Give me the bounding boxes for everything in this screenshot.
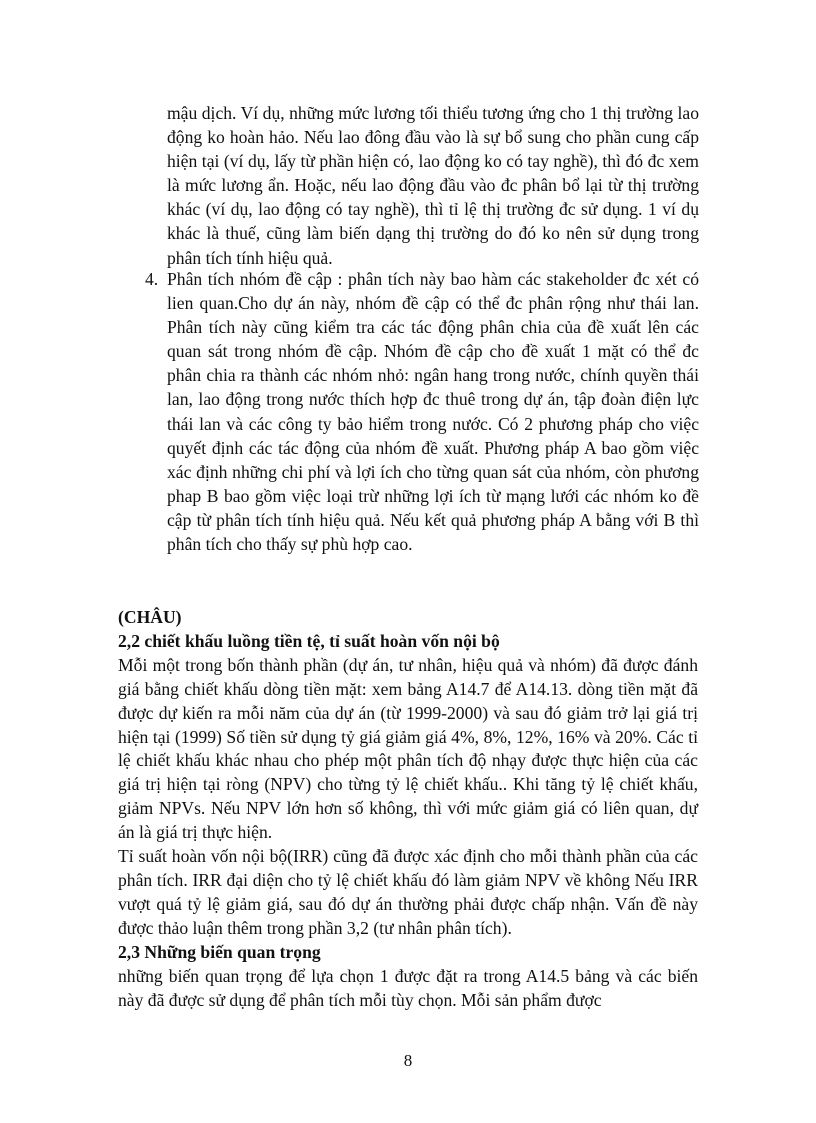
author-tag: (CHÂU) <box>118 607 182 627</box>
section-2-2-paragraph-2: Tỉ suất hoàn vốn nội bộ(IRR) cũng đã được xác định cho mỗi thành phần của các phân tích. IRR đại diện cho tỷ lệ chiết khấu đó làm giảm NPV về không Nếu IRR vượt quá tỷ lệ giảm giá, sau đó dự án thường phải được chấp nhận. Vấn đề này được thảo luận thêm trong phần 3,2 (tư nhân phân tích). <box>118 846 698 938</box>
section-block <box>118 606 698 1012</box>
page-number: 8 <box>403 1051 413 1070</box>
list-item-4 <box>145 267 699 556</box>
section-2-2-heading: 2,2 chiết khấu luồng tiền tệ, tỉ suất hoàn vốn nội bộ <box>118 630 500 651</box>
list-item-number: 4. <box>145 269 159 289</box>
section-2-3-paragraph-1: những biến quan trọng để lựa chọn 1 được đặt ra trong A14.5 bảng và các biến này đã được sử dụng để phân tích mỗi tùy chọn. Mỗi sản phẩm được <box>118 965 698 1010</box>
section-2-3-heading: 2,3 Những biến quan trọng <box>118 941 321 962</box>
section-2-2-paragraph-1: Mỗi một trong bốn thành phần (dự án, tư nhân, hiệu quả và nhóm) đã được đánh giá bằng chiết khấu dòng tiền mặt: xem bảng A14.7 để A14.13. dòng tiền mặt đã được dự kiến ra mỗi năm của dự án (từ 1999-2000) và sau đó giảm trở lại giá trị hiện tại (1999) Số tiền sử dụng tỷ giá giảm giá 4%, 8%, 12%, 16% và 20%. Các tỉ lệ chiết khấu khác nhau cho phép một phân tích độ nhạy được thực hiện của các giá trị hiện tại ròng (NPV) cho từng tỷ lệ chiết khấu.. Khi tăng tỷ lệ chiết khấu, giảm NPVs. Nếu NPV lớn hơn số không, thì với mức giảm giá có liên quan, dự án là giá trị thực hiện. <box>118 654 698 843</box>
continuation-paragraph: mậu dịch. Ví dụ, những mức lương tối thiểu tương ứng cho 1 thị trường lao động ko hoàn hảo. Nếu lao đông đầu vào là sự bổ sung cho phần cung cấp hiện tại (ví dụ, lấy từ phần hiện có, lao động ko có tay nghề), thì đó đc xem là mức lương ẩn. Hoặc, nếu lao động đầu vào đc phân bổ lại từ thị trường khác (ví dụ, lao động có tay nghề), thì tỉ lệ thị trường đc sử dụng. 1 ví dụ khác là thuế, cũng làm biến dạng thị trường do đó ko nên sử dụng trong phân tích tính hiệu quả. <box>167 103 699 268</box>
list-item-text: Phân tích nhóm đề cập : phân tích này bao hàm các stakeholder đc xét có lien quan.Cho dự án này, nhóm đề cập có thể đc phân rộng như thái lan. Phân tích này cũng kiểm tra các tác động phân chia của đề xuất lên các quan sát trong nhóm đề cập. Nhóm đề cập cho đề xuất 1 mặt có thể đc phân chia ra thành các nhóm nhỏ: ngân hang trong nước, chính quyền thái lan, lao động trong nước thích hợp đc thuê trong dự án, tập đoàn điện lực thái lan và các công ty bảo hiểm trong nước. Có 2 phương pháp cho việc quyết định các tác động của nhóm đề xuất. Phương pháp A bao gồm việc xác định những chi phí và lợi ích cho từng quan sát của nhóm, còn phương phap B bao gồm việc loại trừ những lợi ích từ mạng lưới các nhóm ko đề cập từ phân tích tính hiệu quả. Nếu kết quả phương pháp A bằng với B thì phân tích cho thấy sự phù hợp cao. <box>167 269 699 555</box>
